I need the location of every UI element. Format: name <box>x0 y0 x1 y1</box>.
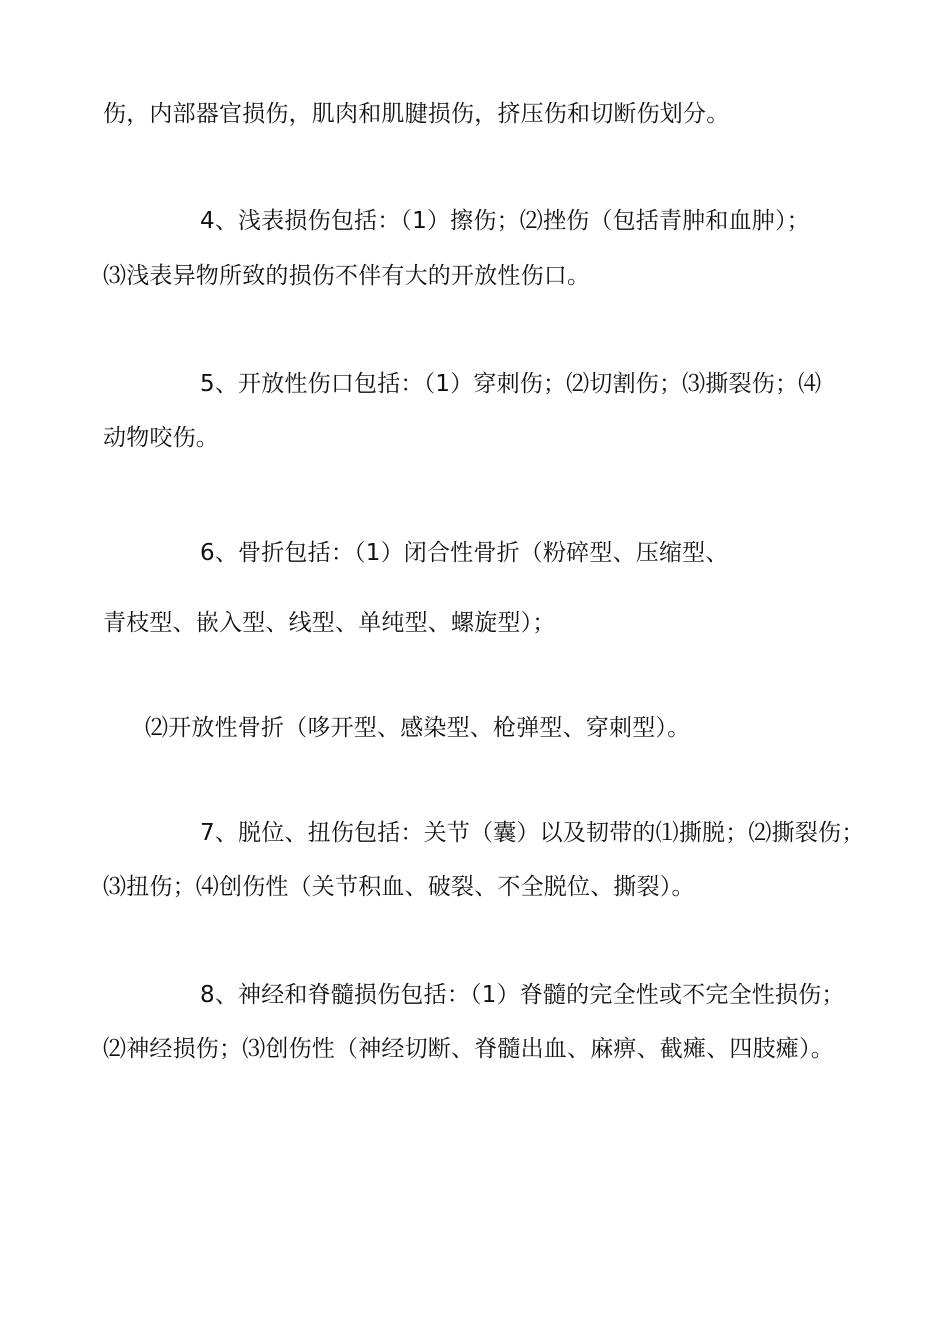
text-line-item-5: 5、开放性伤口包括：（1）穿刺伤；⑵切割伤；⑶撕裂伤；⑷ <box>200 371 822 397</box>
text-line-item-6-cont: 青枝型、嵌入型、线型、单纯型、螺旋型）； <box>103 610 556 636</box>
text-line-continuation: 伤，内部器官损伤，肌肉和肌腱损伤，挤压伤和切断伤划分。 <box>103 101 730 127</box>
text-line-item-7: 7、脱位、扭伤包括：关节（囊）以及韧带的⑴撕脱；⑵撕裂伤； <box>200 820 865 846</box>
text-line-item-8-cont: ⑵神经损伤；⑶创伤性（神经切断、脊髓出血、麻痹、截瘫、四肢瘫）。 <box>103 1036 834 1062</box>
text-line-item-4-cont: ⑶浅表异物所致的损伤不伴有大的开放性伤口。 <box>103 263 591 289</box>
text-line-item-6: 6、骨折包括：（1）闭合性骨折（粉碎型、压缩型、 <box>200 540 729 566</box>
text-line-item-5-cont: 动物咬伤。 <box>103 425 219 451</box>
text-line-item-8: 8、神经和脊髓损伤包括：（1）脊髓的完全性或不完全性损伤； <box>200 982 845 1008</box>
text-line-item-7-cont: ⑶扭伤；⑷创伤性（关节积血、破裂、不全脱位、撕裂）。 <box>103 874 695 900</box>
text-line-item-4: 4、浅表损伤包括：（1）擦伤；⑵挫伤（包括青肿和血肿）； <box>200 208 810 234</box>
text-line-item-6-sub-2: ⑵开放性骨折（哆开型、感染型、枪弹型、穿刺型）。 <box>145 715 691 741</box>
